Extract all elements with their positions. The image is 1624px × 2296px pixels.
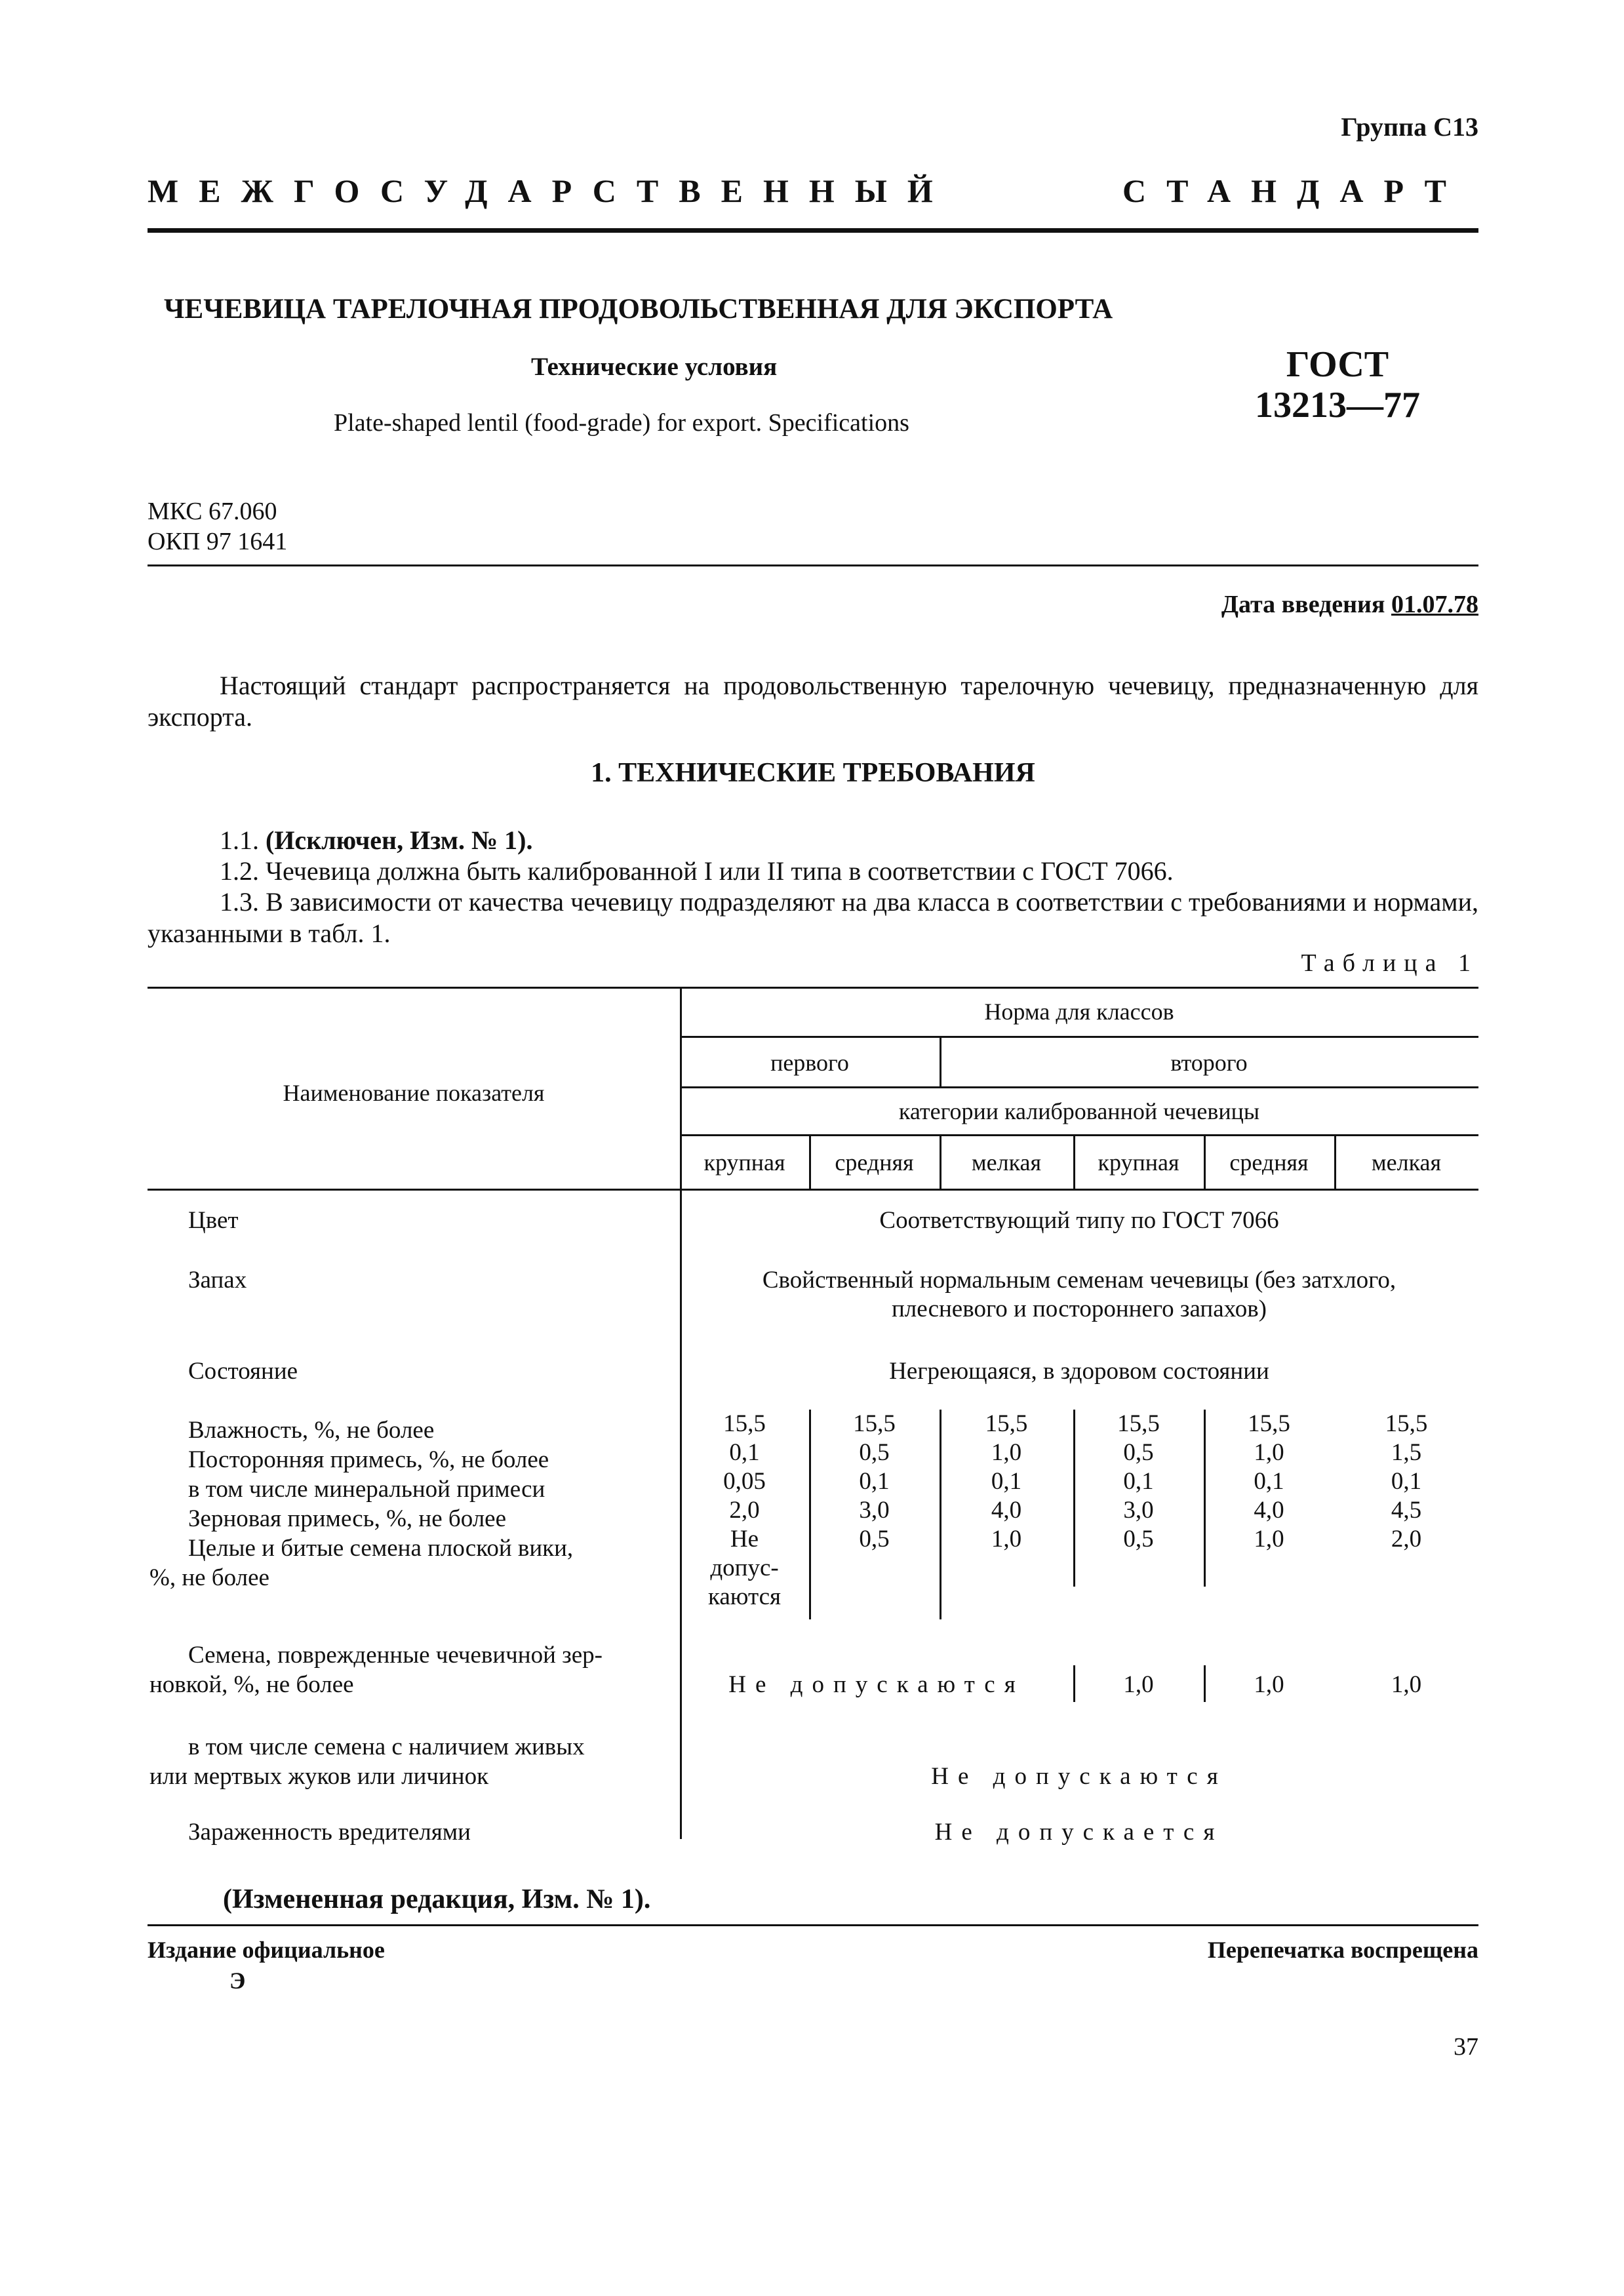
cell: 0,1 [729, 1439, 760, 1466]
row-smell-label: Запах [188, 1267, 247, 1294]
row-damaged-label-1: Семена, поврежденные чечевичной зер- [188, 1642, 603, 1669]
cell: 15,5 [1248, 1410, 1290, 1437]
header-indicator: Наименование показателя [283, 1080, 545, 1106]
value-col-5 [1204, 1410, 1334, 1554]
value-col-6 [1334, 1410, 1478, 1554]
footer-mark: Э [229, 1968, 246, 1994]
row-state-label: Состояние [188, 1358, 298, 1385]
header-size-1: крупная [703, 1149, 785, 1176]
cell: допус- [710, 1554, 779, 1581]
row-moisture-label: Влажность, %, не более [188, 1417, 435, 1444]
cell: 1,0 [1254, 1439, 1284, 1466]
header-size-2: средняя [835, 1149, 914, 1176]
amended-note: (Измененная редакция, Изм. № 1). [223, 1884, 651, 1914]
gost-number [1239, 344, 1436, 426]
footer-official-edition: Издание официальное [148, 1937, 385, 1963]
cell: 15,5 [1385, 1410, 1428, 1437]
banner-interstate: МЕЖГОСУДАРСТВЕННЫЙ [148, 172, 953, 209]
footer-reprint-prohibited: Перепечатка воспрещена [1207, 1937, 1478, 1963]
cell: 0,5 [859, 1439, 890, 1466]
row-damaged-label-2: новкой, %, не более [149, 1671, 354, 1698]
table-rule-norm [680, 1036, 1478, 1038]
cell: 0,1 [1254, 1468, 1284, 1495]
intro-paragraph: Настоящий стандарт распространяется на продовольственную тарелочную чечевицу, предназначенную для экспорта. [148, 671, 1478, 732]
row-smell-value-line2: плесневого и постороннего запахов) [891, 1296, 1267, 1322]
value-col-2 [809, 1410, 940, 1554]
document-subtitle: Технические условия [531, 353, 778, 381]
gost-code: 13213—77 [1255, 385, 1420, 426]
cell: 0,1 [991, 1468, 1022, 1495]
header-category: категории калиброванной чечевицы [898, 1098, 1260, 1124]
table-header-rule [148, 1189, 1478, 1191]
okp-code: ОКП 97 1641 [148, 528, 288, 555]
header-size-4: крупная [1098, 1149, 1179, 1176]
row-pests-value: Не допускается [934, 1819, 1224, 1846]
table-top-rule [148, 987, 1478, 989]
cell: 4,0 [1254, 1497, 1284, 1524]
cell: 0,5 [1123, 1526, 1154, 1553]
gost-label: ГОСТ [1286, 344, 1389, 385]
mks-code: МКС 67.060 [148, 498, 277, 525]
clause-1-1-number: 1.1. [220, 825, 259, 855]
row-vetch-seeds-label-cont: %, не более [149, 1564, 269, 1591]
cell: 15,5 [723, 1410, 766, 1437]
row-beetles-label-2: или мертвых жуков или личинок [149, 1763, 489, 1790]
cell: Не [730, 1526, 759, 1553]
cell: 15,5 [985, 1410, 1028, 1437]
table-rule-class [680, 1086, 1478, 1088]
cell: 0,5 [859, 1526, 890, 1553]
cell: 1,0 [1254, 1526, 1284, 1553]
cell: 0,1 [1123, 1468, 1154, 1495]
row-damaged-value-2: 1,0 [1254, 1671, 1284, 1698]
row-color-value: Соответствующий типу по ГОСТ 7066 [879, 1207, 1279, 1234]
cell: 2,0 [1391, 1526, 1422, 1553]
header-first-class: первого [770, 1050, 849, 1076]
clause-1-1-text: (Исключен, Изм. № 1). [266, 825, 533, 855]
row-damaged-value-3: 1,0 [1391, 1671, 1422, 1698]
document-title: ЧЕЧЕВИЦА ТАРЕЛОЧНАЯ ПРОДОВОЛЬСТВЕННАЯ ДЛЯ ЭКСПОРТА [164, 294, 1113, 325]
row-smell-value [680, 1266, 1478, 1324]
header-size-6: мелкая [1371, 1149, 1442, 1176]
row-smell-value-line1: Свойственный нормальным семенам чечевицы (без затхлого, [762, 1267, 1396, 1294]
row-vetch-seeds-label: Целые и битые семена плоской вики, [188, 1535, 574, 1562]
row-damaged-not-allowed: Не допускаются [728, 1671, 1025, 1698]
row-beetles-value: Не допускаются [931, 1763, 1227, 1790]
cell: 15,5 [1117, 1410, 1160, 1437]
header-second-class: второго [1170, 1050, 1248, 1076]
cell: 1,5 [1391, 1439, 1422, 1466]
banner-standard: СТАНДАРТ [1122, 172, 1467, 209]
effective-date-value: 01.07.78 [1391, 591, 1478, 618]
row-beetles-label-1: в том числе семена с наличием живых [188, 1733, 585, 1760]
english-title: Plate-shaped lentil (food-grade) for export. Specifications [334, 409, 909, 437]
header-norm: Норма для классов [984, 999, 1174, 1025]
effective-date-label: Дата введения [1221, 591, 1385, 618]
cell: каются [707, 1583, 782, 1610]
table-rule-category [680, 1134, 1478, 1136]
clause-1-1 [148, 825, 1478, 856]
cell: 0,1 [859, 1468, 890, 1495]
classification-codes [148, 496, 287, 557]
table-caption: Таблица 1 [1301, 949, 1478, 977]
page-number: 37 [1454, 2033, 1478, 2061]
cell: 0,5 [1123, 1439, 1154, 1466]
value-col-1 [680, 1410, 809, 1612]
row-foreign-admixture-label: Посторонняя примесь, %, не более [188, 1446, 549, 1473]
value-col-4 [1073, 1410, 1204, 1554]
cell: 0,05 [723, 1468, 766, 1495]
cell: 1,0 [991, 1526, 1022, 1553]
clause-1-2: 1.2. Чечевица должна быть калиброванной I или II типа в соответствии с ГОСТ 7066. [220, 856, 1174, 886]
row-damaged-value-1: 1,0 [1123, 1671, 1154, 1698]
cell: 0,1 [1391, 1468, 1422, 1495]
codes-rule [148, 564, 1478, 566]
row-mineral-admixture-label: в том числе минеральной примеси [188, 1476, 545, 1503]
cell: 15,5 [853, 1410, 896, 1437]
header-size-3: мелкая [971, 1149, 1042, 1176]
footer-rule [148, 1924, 1478, 1926]
effective-date [1221, 590, 1478, 619]
row-grain-admixture-label: Зерновая примесь, %, не более [188, 1505, 507, 1532]
cell: 3,0 [1123, 1497, 1154, 1524]
row-state-value: Негреющаяся, в здоровом состоянии [889, 1358, 1269, 1385]
value-col-3 [940, 1410, 1073, 1554]
row-color-label: Цвет [188, 1207, 239, 1234]
cell: 3,0 [859, 1497, 890, 1524]
group-code: Группа С13 [1341, 112, 1478, 142]
cell: 4,5 [1391, 1497, 1422, 1524]
cell: 1,0 [991, 1439, 1022, 1466]
header-rule [148, 228, 1478, 233]
clause-1-3: 1.3. В зависимости от качества чечевицу подразделяют на два класса в соответствии с требованиями и нормами, указанными в табл. 1. [148, 887, 1478, 948]
section-heading: 1. ТЕХНИЧЕСКИЕ ТРЕБОВАНИЯ [591, 758, 1035, 788]
cell: 2,0 [729, 1497, 760, 1524]
cell: 4,0 [991, 1497, 1022, 1524]
header-size-5: средняя [1229, 1149, 1309, 1176]
row-pests-label: Зараженность вредителями [188, 1819, 471, 1846]
